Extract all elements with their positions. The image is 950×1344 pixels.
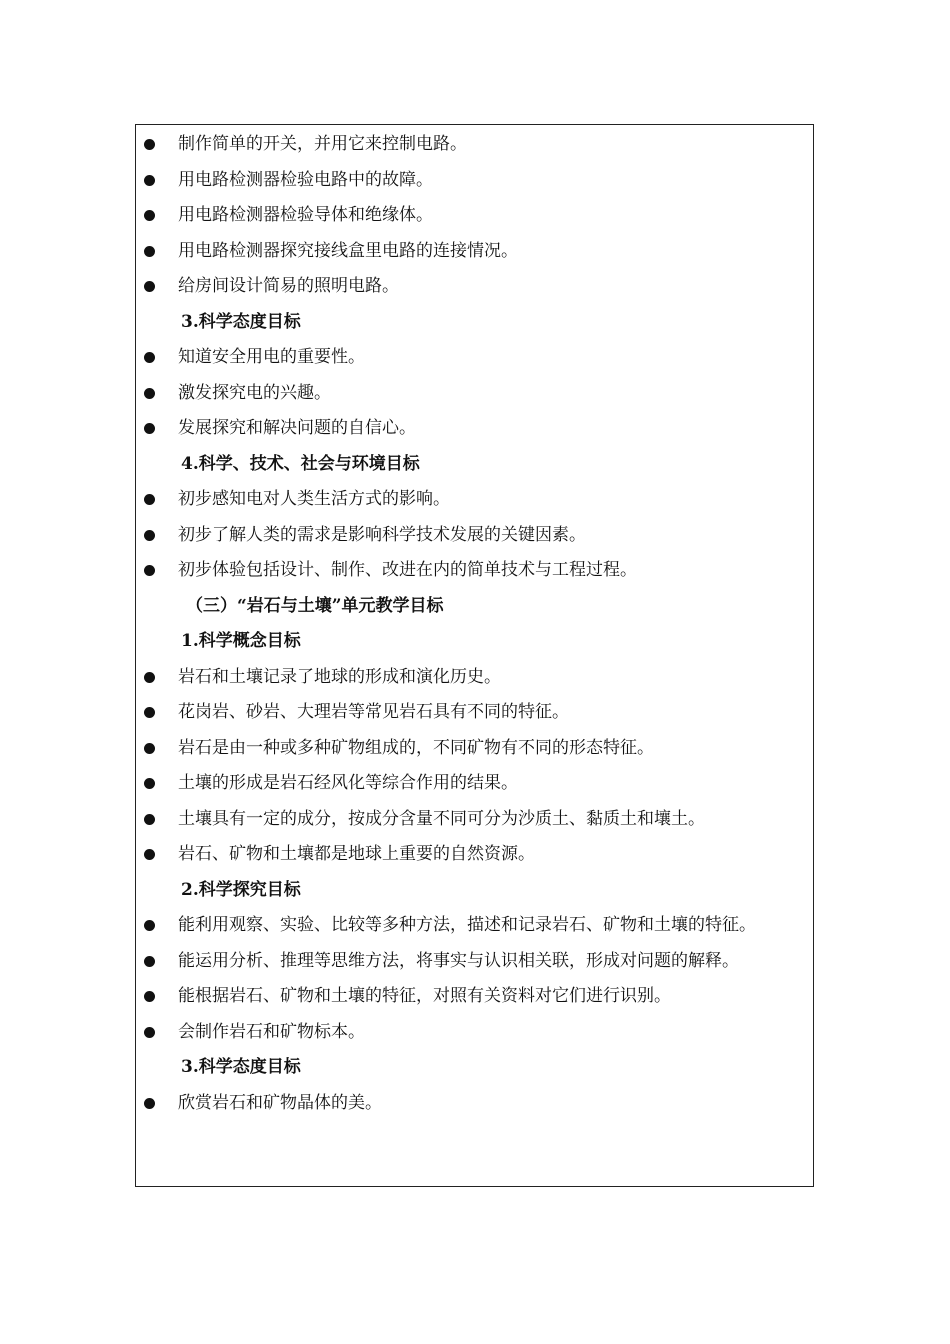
list-item: [136, 553, 813, 589]
list-item-text: 花岗岩、砂岩、大理岩等常见岩石具有不同的特征。: [178, 702, 569, 722]
list-item-text: 给房间设计简易的照明电路。: [178, 276, 399, 296]
list-item: [136, 908, 813, 944]
list-item: [136, 127, 813, 163]
bullet-icon: [144, 388, 155, 399]
list-item: [136, 837, 813, 873]
section-heading: 3.科学态度目标: [181, 311, 301, 332]
bullet-icon: [144, 423, 155, 434]
list-item-text: 知道安全用电的重要性。: [178, 347, 365, 367]
list-item-text: 欣赏岩石和矿物晶体的美。: [178, 1092, 382, 1113]
list-item: [136, 269, 813, 305]
list-item-text: 能运用分析、推理等思维方法，将事实与认识相关联，形成对问题的解释。: [178, 950, 739, 971]
section-heading: 2.科学探究目标: [181, 879, 301, 900]
list-item-text: 岩石是由一种或多种矿物组成的，不同矿物有不同的形态特征。: [178, 737, 654, 758]
bullet-icon: [144, 778, 155, 789]
list-item-text: 土壤的形成是岩石经风化等综合作用的结果。: [178, 773, 518, 793]
section-heading: 3.科学态度目标: [181, 1057, 301, 1077]
list-item-text: 土壤具有一定的成分，按成分含量不同可分为沙质土、黏质土和壤土。: [178, 808, 705, 829]
bullet-icon: [144, 530, 155, 541]
section-heading: 4.科学、技术、社会与环境目标: [181, 453, 420, 474]
bullet-icon: [144, 175, 155, 186]
list-item: [136, 411, 813, 447]
section-heading: 1.科学概念目标: [181, 631, 301, 651]
bullet-icon: [144, 956, 155, 967]
list-item: [136, 802, 813, 838]
bullet-icon: [144, 991, 155, 1002]
list-item-text: 激发探究电的兴趣。: [178, 382, 331, 403]
bullet-icon: [144, 814, 155, 825]
bullet-icon: [144, 707, 155, 718]
list-item-text: 初步体验包括设计、制作、改进在内的简单技术与工程过程。: [178, 560, 637, 580]
document-content-box: [135, 124, 814, 1187]
bullet-icon: [144, 743, 155, 754]
list-item: [136, 731, 813, 767]
list-item: [136, 1015, 813, 1051]
list-item: [136, 518, 813, 554]
list-item: [136, 198, 813, 234]
list-item: [136, 660, 813, 696]
list-item: [136, 376, 813, 412]
bullet-icon: [144, 849, 155, 860]
list-item: [136, 1086, 813, 1122]
list-item-text: 初步感知电对人类生活方式的影响。: [178, 489, 450, 509]
list-item: [136, 695, 813, 731]
list-item-text: 岩石、矿物和土壤都是地球上重要的自然资源。: [178, 844, 535, 864]
list-item: [136, 340, 813, 376]
bullet-icon: [144, 494, 155, 505]
bullet-icon: [144, 246, 155, 257]
bullet-icon: [144, 1098, 155, 1109]
list-item-text: 会制作岩石和矿物标本。: [178, 1021, 365, 1042]
list-item-text: 能利用观察、实验、比较等多种方法，描述和记录岩石、矿物和土壤的特征。: [178, 915, 756, 935]
list-item: [136, 944, 813, 980]
bullet-icon: [144, 672, 155, 683]
list-item: [136, 766, 813, 802]
bullet-icon: [144, 210, 155, 221]
bullet-icon: [144, 565, 155, 576]
list-item-text: 用电路检测器检验电路中的故障。: [178, 169, 433, 190]
list-item: [136, 163, 813, 199]
bullet-icon: [144, 920, 155, 931]
list-item: [136, 234, 813, 270]
list-item-text: 初步了解人类的需求是影响科学技术发展的关键因素。: [178, 524, 586, 545]
list-item-text: 制作简单的开关，并用它来控制电路。: [178, 134, 467, 154]
list-item-text: 能根据岩石、矿物和土壤的特征，对照有关资料对它们进行识别。: [178, 986, 671, 1006]
bullet-icon: [144, 139, 155, 150]
list-item-text: 岩石和土壤记录了地球的形成和演化历史。: [178, 666, 501, 687]
list-item-text: 用电路检测器探究接线盒里电路的连接情况。: [178, 240, 518, 261]
bullet-icon: [144, 1027, 155, 1038]
list-item-text: 发展探究和解决问题的自信心。: [178, 418, 416, 438]
list-item: [136, 482, 813, 518]
list-item-text: 用电路检测器检验导体和绝缘体。: [178, 205, 433, 225]
list-item: [136, 979, 813, 1015]
bullet-icon: [144, 352, 155, 363]
unit-heading: （三）“岩石与土壤”单元教学目标: [186, 595, 444, 616]
bullet-icon: [144, 281, 155, 292]
